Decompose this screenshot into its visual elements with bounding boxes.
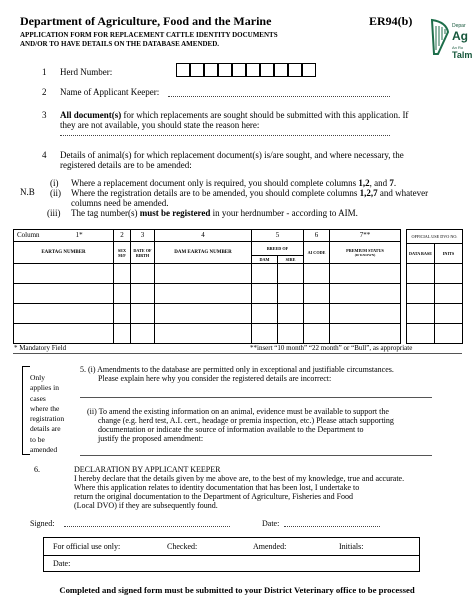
sex-header: SEX M/F [114, 242, 131, 264]
eartag-cell[interactable] [14, 284, 114, 304]
premium-cell[interactable] [330, 324, 401, 344]
column-7-insert-note: **insert “10 month” “22 month” or “Bull”, as appropriate [250, 344, 413, 352]
footer-instruction: Completed and signed form must be submitted to your District Veterinary office to be processed [59, 585, 415, 595]
dam-eartag-cell[interactable] [155, 324, 252, 344]
dam-breed-cell[interactable] [252, 304, 278, 324]
declaration-line-2: Where this application relates to identity documentation that has been lost, I undertake to [74, 483, 360, 492]
note-1-pre: Where a replacement document only is required, you should complete columns [71, 178, 359, 188]
table-row [407, 324, 463, 344]
item-4-number: 4 [42, 150, 47, 160]
eartag-number-header: EARTAG NUMBER [14, 242, 114, 264]
breed-of-header: BREED OF [252, 242, 304, 256]
nb-label: N.B [20, 187, 35, 197]
ai-code-cell[interactable] [304, 284, 330, 304]
amendment-reason-field[interactable] [80, 397, 432, 398]
official-initials-label: Initials: [339, 542, 364, 551]
table-row [407, 264, 463, 284]
official-use-table [406, 229, 463, 344]
section-5-bracket [22, 366, 30, 455]
logo-text-4: Talm [452, 50, 473, 60]
signed-label: Signed: [30, 519, 55, 528]
form-subtitle-2: AND/OR TO HAVE DETAILS ON THE DATABASE AMENDED. [20, 40, 220, 48]
side-note-line-8: amended [30, 445, 58, 455]
logo-text-1: Depar [452, 23, 466, 29]
harp-icon [428, 18, 452, 58]
note-3-number: (iii) [47, 208, 61, 218]
section-5-part-2-line-2: change (e.g. herd test, A.I. cert., headage or premia inspection, etc.) Please attach supporting [98, 416, 394, 425]
official-use-box-divider [44, 555, 419, 556]
date-of-birth-header: DATE OF BIRTH [131, 242, 155, 264]
declaration-title: DECLARATION BY APPLICANT KEEPER [74, 465, 221, 474]
side-note-line-3: cases [30, 393, 46, 403]
herd-number-field[interactable] [176, 63, 316, 77]
ai-code-cell[interactable] [304, 264, 330, 284]
section-5-part-1-line-1: 5. (i) Amendments to the database are permitted only in exceptional and justifiable circumstances. [80, 365, 394, 374]
column-number-6: 6 [304, 230, 330, 242]
inits-header: INITS [435, 244, 463, 264]
logo-text-2: Ag [452, 29, 468, 43]
table-row [407, 304, 463, 324]
table-row [407, 284, 463, 304]
sex-cell[interactable] [114, 324, 131, 344]
sex-cell[interactable] [114, 284, 131, 304]
note-3-end: in your herdnumber - according to AIM. [210, 208, 358, 218]
amendment-evidence-field[interactable] [80, 455, 432, 456]
item-2-number: 2 [42, 87, 47, 97]
note-3-text [71, 208, 358, 219]
side-note-line-1: Only [30, 373, 45, 382]
side-note-line-2: applies in [30, 383, 59, 393]
official-checked-label: Checked: [167, 542, 198, 551]
note-2-end: and whatever [377, 188, 429, 198]
note-1-end: . [393, 178, 397, 188]
official-date-label: Date: [53, 559, 71, 568]
note-2-number: (ii) [50, 188, 61, 198]
data-base-cell[interactable] [407, 264, 435, 284]
table-row [14, 304, 401, 324]
dam-breed-cell[interactable] [252, 284, 278, 304]
official-amended-label: Amended: [253, 542, 287, 551]
dam-eartag-header: DAM EARTAG NUMBER [155, 242, 252, 264]
side-note-line-5: registration [30, 414, 65, 424]
section-5-part-2-line-1: (ii) To amend the existing information on an animal, evidence must be available to support the [87, 407, 389, 416]
note-1-mid: , and [369, 178, 390, 188]
department-title: Department of Agriculture, Food and the Marine [20, 14, 272, 28]
dam-eartag-cell[interactable] [155, 304, 252, 324]
item-3-number: 3 [42, 110, 47, 120]
table-row [14, 324, 401, 344]
column-number-1 [14, 230, 114, 242]
sire-breed-cell[interactable] [278, 284, 304, 304]
applicant-keeper-field[interactable] [168, 96, 390, 97]
sire-breed-cell[interactable] [278, 304, 304, 324]
dam-breed-cell[interactable] [252, 264, 278, 284]
side-note-line-6: details are [30, 424, 61, 434]
note-3-bold: must be registered [139, 208, 211, 218]
note-2-text-line-2: columns need be amended. [71, 198, 169, 208]
sire-breed-cell[interactable] [278, 264, 304, 284]
inits-cell[interactable] [435, 304, 463, 324]
signature-field[interactable] [64, 526, 230, 527]
column-number-7: 7** [330, 230, 401, 242]
note-2-bold: 1,2,7 [359, 188, 378, 198]
premium-status-note: (IF KNOWN) [354, 252, 376, 257]
dob-cell[interactable] [131, 264, 155, 284]
section-5-part-2-line-4: justify the proposed amendment: [98, 434, 204, 443]
declaration-line-4: (Local DVO) if they are subsequently found. [74, 501, 218, 510]
item-3-text-line-2: they are not available, you should state the reason here: [60, 120, 260, 130]
data-base-cell[interactable] [407, 284, 435, 304]
breed-sire-header: SIRE [278, 256, 304, 264]
table-row [14, 284, 401, 304]
side-note-line-4: where the [30, 403, 60, 413]
premium-cell[interactable] [330, 304, 401, 324]
declaration-line-3: return the original documentation to the Department of Agriculture, Fisheries and Food [74, 492, 354, 501]
dam-eartag-cell[interactable] [155, 264, 252, 284]
sex-cell[interactable] [114, 264, 131, 284]
section-5-part-1-line-2: Please explain here why you consider the registered details are incorrect: [98, 374, 332, 383]
column-1-number: 1* [75, 231, 83, 239]
ai-code-cell[interactable] [304, 324, 330, 344]
side-note-line-7: to be [30, 434, 45, 444]
item-3-bold: All document(s) [60, 110, 122, 120]
form-subtitle-1: APPLICATION FORM FOR REPLACEMENT CATTLE IDENTITY DOCUMENTS [20, 31, 278, 39]
form-code: ER94(b) [369, 14, 413, 28]
data-base-cell[interactable] [407, 304, 435, 324]
section-6-number: 6. [34, 465, 40, 474]
column-label: Column [17, 231, 40, 239]
premium-status-label: PREMIUM STATUS [346, 247, 384, 253]
item-1-number: 1 [42, 67, 47, 77]
ai-code-cell[interactable] [304, 304, 330, 324]
declaration-line-1: I hereby declare that the details given by me above are, to the best of my knowledge, true and accurate. [74, 474, 405, 483]
inits-cell[interactable] [435, 324, 463, 344]
herd-number-label: Herd Number: [60, 67, 113, 77]
section-5-side-note [30, 373, 78, 455]
table-row [14, 264, 401, 284]
note-1-bold: 1,2 [358, 178, 370, 188]
signature-date-label: Date: [262, 519, 280, 528]
premium-cell[interactable] [330, 284, 401, 304]
item-4-text-line-2: registered details are to be amended: [60, 160, 192, 170]
signature-date-field[interactable] [284, 526, 380, 527]
dam-breed-cell[interactable] [252, 324, 278, 344]
dam-eartag-cell[interactable] [155, 284, 252, 304]
official-use-label: For official use only: [53, 542, 121, 551]
ai-code-header: AI CODE [304, 242, 330, 264]
dob-cell[interactable] [131, 304, 155, 324]
premium-status-header [330, 242, 401, 264]
column-number-2: 2 [114, 230, 131, 242]
dob-cell[interactable] [131, 284, 155, 304]
reason-field[interactable] [60, 135, 390, 136]
note-1-bold-2: 7 [389, 178, 394, 188]
column-number-4: 4 [155, 230, 252, 242]
inits-cell[interactable] [435, 284, 463, 304]
breed-dam-header: DAM [252, 256, 278, 264]
data-base-header: DATA BASE [407, 244, 435, 264]
note-2-pre: Where the registration details are to be amended, you should complete columns [71, 188, 360, 198]
column-number-5: 5 [252, 230, 304, 242]
dob-cell[interactable] [131, 324, 155, 344]
premium-cell[interactable] [330, 264, 401, 284]
inits-cell[interactable] [435, 264, 463, 284]
logo-text-3: An Ro [452, 45, 464, 50]
mandatory-field-note: * Mandatory Field [14, 344, 67, 352]
eartag-cell[interactable] [14, 304, 114, 324]
department-logo [428, 12, 474, 66]
item-4-text-line-1: Details of animal(s) for which replacement document(s) is/are sought, and where necessary, the [60, 150, 404, 160]
column-number-3: 3 [131, 230, 155, 242]
section-divider [13, 353, 462, 354]
eartag-cell[interactable] [14, 324, 114, 344]
official-use-header: OFFICIAL USE DVO NO. [407, 230, 463, 244]
applicant-keeper-label: Name of Applicant Keeper: [60, 87, 160, 97]
note-1-number: (i) [50, 178, 59, 188]
sire-breed-cell[interactable] [278, 324, 304, 344]
sex-cell[interactable] [114, 304, 131, 324]
animal-details-table [13, 229, 401, 344]
section-5-part-2-line-3: documentation or indicate the source of information available to the Department to [98, 425, 364, 434]
note-3-pre: The tag number(s) [71, 208, 140, 218]
item-3-rest: for which replacements are sought should be submitted with this application. If [121, 110, 409, 120]
data-base-cell[interactable] [407, 324, 435, 344]
eartag-cell[interactable] [14, 264, 114, 284]
